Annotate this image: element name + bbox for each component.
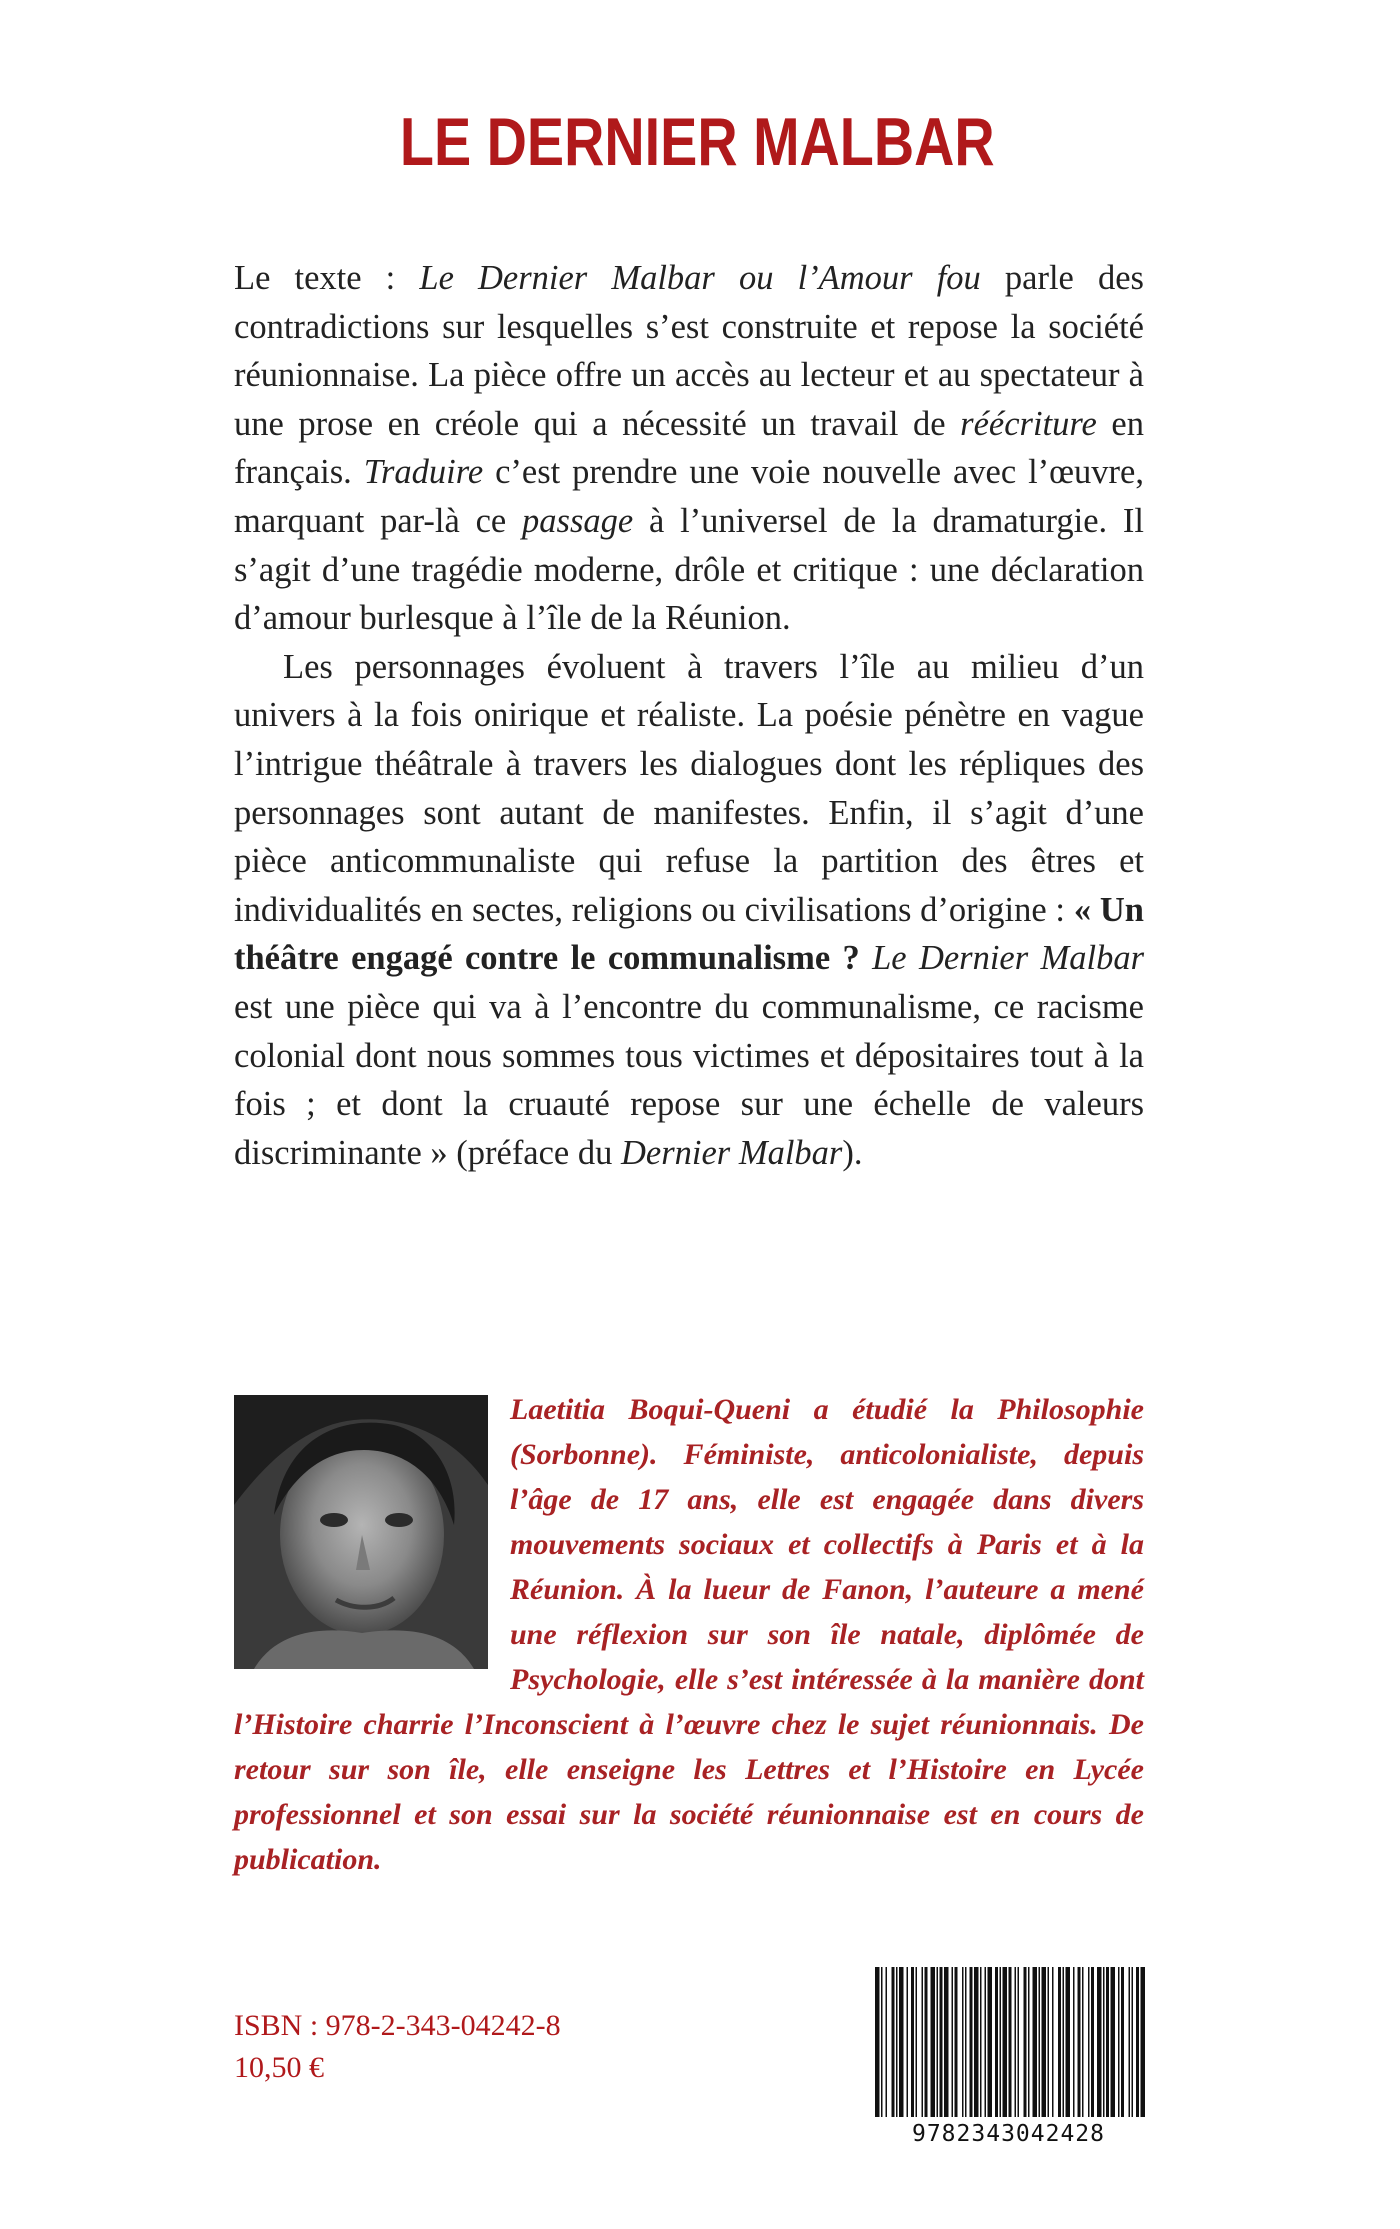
barcode-bar [916, 1967, 918, 2117]
barcode-bar [881, 1967, 883, 2117]
barcode-bar [1121, 1967, 1124, 2117]
text-run: c’est prendre une voie nouvelle avec l’œuvre, marquant par-là ce [234, 453, 1144, 540]
back-cover-description [234, 254, 1144, 1177]
barcode-number: 9782343042428 [911, 2121, 1105, 2147]
barcode-bar [1052, 1967, 1054, 2117]
barcode-bar [1118, 1967, 1120, 2117]
barcode-bar [1048, 1967, 1050, 2117]
barcode-bar [1033, 1967, 1038, 2117]
barcode-bar [952, 1967, 954, 2117]
barcode-bar [962, 1967, 964, 2117]
barcode-bar [896, 1967, 898, 2117]
italic-run: réécriture [960, 404, 1097, 443]
italic-title-run: Dernier Malbar [621, 1133, 843, 1172]
barcode-bar [1106, 1967, 1109, 2117]
barcode-bar [985, 1967, 987, 2117]
barcode-bar [1082, 1967, 1084, 2117]
barcode-bar [1000, 1967, 1002, 2117]
description-paragraph-2 [234, 643, 1144, 1178]
text-run: ). [842, 1133, 863, 1172]
barcode-bar [1039, 1967, 1041, 2117]
barcode-bar [1078, 1967, 1081, 2117]
barcode-bar [1088, 1967, 1090, 2117]
text-run: à l’universel de la dramaturgie. Il s’agit d’une tragédie moderne, drôle et critique : une déclaration d’amour burlesque à l’île de la Réunion. [234, 501, 1144, 638]
text-run: parle des contradictions sur lesquelles s’est construite et repose la société réunionnaise. La pièce offre un accès au lecteur et au spectateur à une prose en créole qui a nécessité un travail de [234, 259, 1144, 443]
barcode-bar [1042, 1967, 1047, 2117]
barcode-bar [1103, 1967, 1105, 2117]
barcode-bar [1018, 1967, 1020, 2117]
barcode-bar [892, 1967, 895, 2117]
italic-title-run: Le Dernier Malbar ou l’Amour fou [419, 259, 981, 297]
author-bio-text: Laetitia Boqui-Queni a étudié la Philosophie (Sorbonne). Féministe, anticolonialiste, depuis l’âge de 17 ans, elle est engagée dans divers mouvements sociaux et collectifs à Paris et à la Réunion. À la lueur de Fanon, l’auteure a mené une réflexion sur son île natale, diplômée de Psychologie, elle s’est intéressée à la manière dont l’Histoire charrie l’Inconscient à l’œuvre chez le sujet réunionnais. De retour sur son île, elle enseigne les Lettres et l’Histoire en Lycée professionnel et son essai sur la société réunionnaise est en cours de publication. [234, 1393, 1144, 1876]
book-title: LE DERNIER MALBAR [399, 104, 995, 180]
barcode-bar [970, 1967, 973, 2117]
barcode-bar [1111, 1967, 1116, 2117]
barcode-bar [1136, 1967, 1139, 2117]
barcode-bar [974, 1967, 979, 2117]
barcode-bar [1024, 1967, 1027, 2117]
italic-run: Traduire [363, 453, 484, 492]
barcode-bars [871, 1965, 1146, 2121]
barcode-bar [875, 1967, 880, 2117]
barcode-bar [1003, 1967, 1008, 2117]
italic-title-run: Le Dernier Malbar [872, 939, 1145, 978]
barcode-bar [925, 1967, 928, 2117]
barcode-bar [886, 1967, 888, 2117]
author-biography [234, 1387, 1144, 1882]
barcode-bar [1009, 1967, 1012, 2117]
barcode-bar [1141, 1967, 1146, 2117]
barcode-bar [940, 1967, 943, 2117]
barcode-bar [1063, 1967, 1065, 2117]
barcode-bar [899, 1967, 904, 2117]
barcode-bar [931, 1967, 936, 2117]
text-run: Le texte : [234, 259, 420, 297]
isbn-label: ISBN : 978-2-343-04242-8 [234, 2009, 561, 2042]
description-paragraph-1 [234, 254, 1144, 643]
photo-spacer [234, 1387, 510, 1687]
italic-run: passage [522, 501, 634, 540]
barcode-bar [911, 1967, 914, 2117]
price-label: 10,50 € [234, 2051, 324, 2084]
text-run: en français. [234, 404, 1144, 492]
barcode-bar [995, 1967, 998, 2117]
barcode-bar [955, 1967, 958, 2117]
barcode-bar [1073, 1967, 1075, 2117]
barcode-bar [937, 1967, 939, 2117]
text-run: Les personnages évoluent à travers l’île au milieu d’un univers à la fois onirique et réaliste. La poésie pénètre en vague l’intrigue théâtrale à travers les dialogues dont les répliques des personnages sont autant de manifestes. Enfin, il s’agit d’une pièce anticommunaliste qui refuse la partition des êtres et individualités en sectes, religions ou civilisations d’origine : [234, 647, 1144, 929]
barcode-bar [1097, 1967, 1102, 2117]
barcode-bar [922, 1967, 924, 2117]
text-run [860, 939, 872, 977]
isbn-barcode [871, 1965, 1146, 2155]
barcode-bar [907, 1967, 909, 2117]
publication-info [234, 2005, 561, 2089]
barcode-bar [988, 1967, 993, 2117]
barcode-bar [1058, 1967, 1061, 2117]
barcode-bar [965, 1967, 967, 2117]
barcode-bar [980, 1967, 982, 2117]
barcode-bar [1129, 1967, 1131, 2117]
barcode-bar [1091, 1967, 1094, 2117]
bold-quote-run: « Un théâtre engagé contre le communalisme ? [234, 890, 1144, 978]
barcode-bar [944, 1967, 949, 2117]
barcode-bar [1028, 1967, 1030, 2117]
barcode-bar [1132, 1967, 1134, 2117]
barcode-bar [1015, 1967, 1017, 2117]
text-run: est une pièce qui va à l’encontre du communalisme, ce racisme colonial dont nous sommes tous victimes et dépositaires tout à la fois ; et dont la cruauté repose sur une échelle de valeurs discriminante » (préface du [234, 987, 1144, 1172]
barcode-bar [1066, 1967, 1071, 2117]
